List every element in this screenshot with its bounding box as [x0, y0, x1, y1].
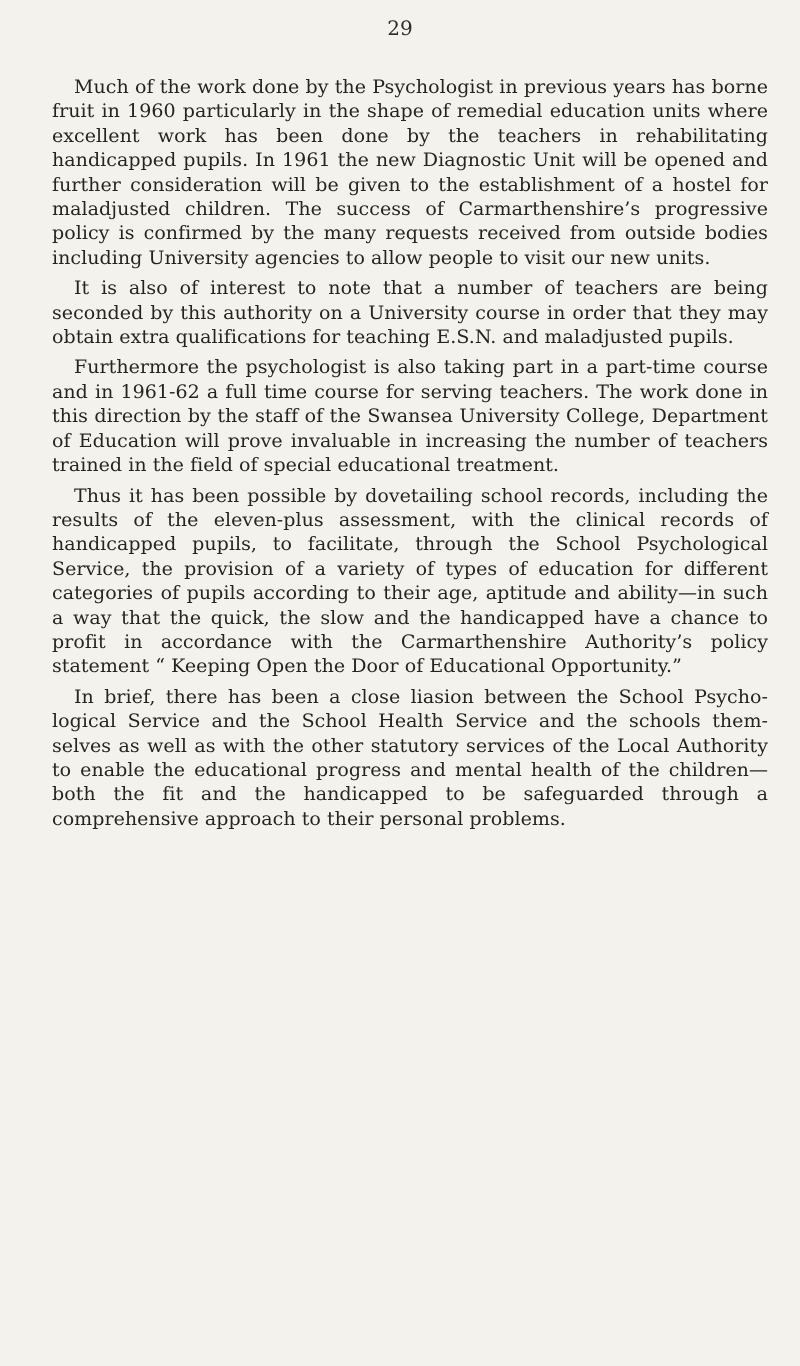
paragraph-close-liaison: In brief, there has been a close liasion between the School Psycho-logical Service and the School Health Service and the schools them-selves as well as with the other statutory services of the Local Authority to enable the educational progress and mental health of the children—both the fit and the handicapped to be safeguarded through a comprehensive approach to their personal problems.: [52, 685, 768, 830]
paragraph-remedial-education: Much of the work done by the Psychologist in previous years has borne fruit in 1960 particularly in the shape of remedial education units where excellent work has been done by the teachers in rehabilitating handicapped pupils. In 1961 the new Diagnostic Unit will be opened and further consideration will be given to the establishment of a hostel for maladjusted children. The success of Carmarthenshire’s progressive policy is confirmed by the many requests received from outside bodies including University agencies to allow people to visit our new units.: [52, 76, 768, 269]
paragraph-teachers-seconded: It is also of interest to note that a number of teachers are being seconded by this authority on a University course in order that they may obtain extra qualifications for teaching E.S.N. and maladjusted pupils.: [52, 277, 768, 349]
page-number: 29: [387, 16, 413, 40]
paragraph-part-time-course: Furthermore the psychologist is also taking part in a part-time course and in 1961-62 a full time course for serving teachers. The work done in this direction by the staff of the Swansea University College, Department of Education will prove invaluable in increasing the number of teachers trained in the field of special educational treatment.: [52, 356, 768, 477]
body-text: [52, 75, 768, 837]
paragraph-school-records: Thus it has been possible by dovetailing school records, including the results of the eleven-plus assessment, with the clinical records of handicapped pupils, to facilitate, through the School Psychological Service, the provision of a variety of types of education for different categories of pupils according to their age, aptitude and ability—in such a way that the quick, the slow and the handicapped have a chance to profit in accordance with the Carmarthenshire Authority’s policy statement “ Keeping Open the Door of Educational Opportunity.”: [52, 484, 768, 678]
